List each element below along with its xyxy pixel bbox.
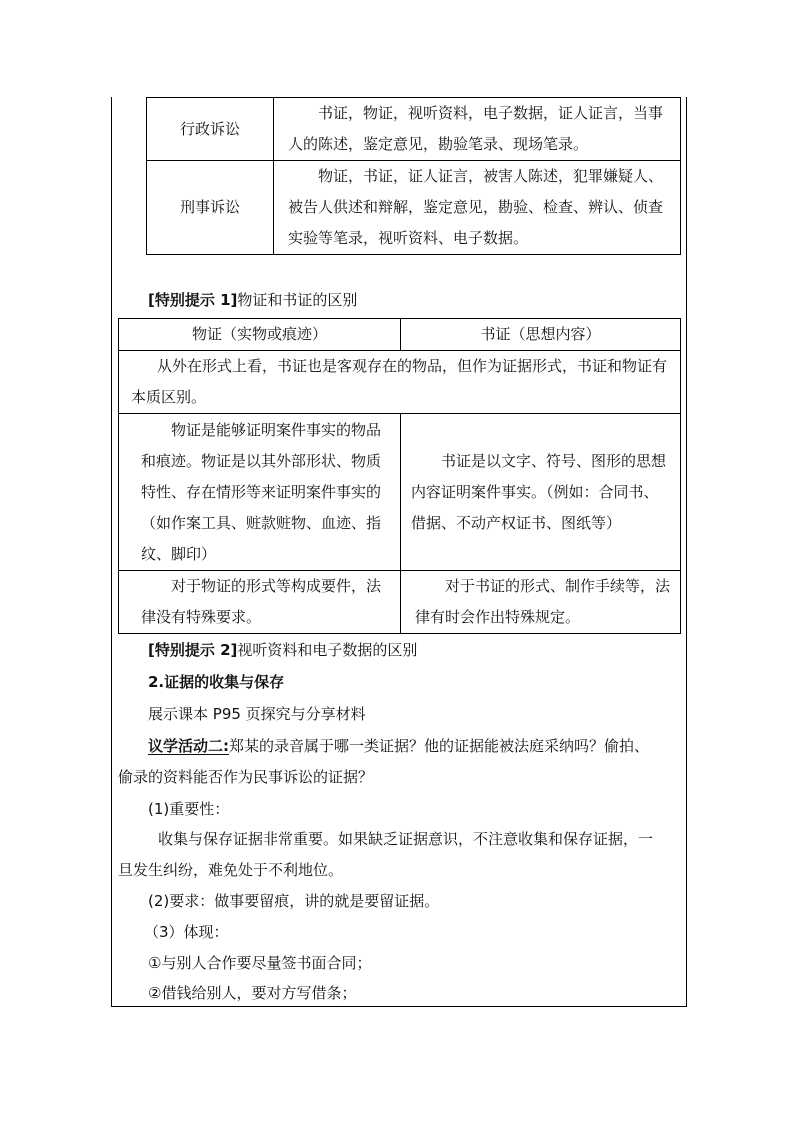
tip2-line [148,640,417,660]
common-difference-cell: 从外在形式上看，书证也是客观存在的物品，但作为证据形式，书证和物证有本质区别。 [119,351,681,414]
litigation-type-cell: 刑事诉讼 [147,161,274,255]
show-material-text: 展示课本 P95 页探究与分享材料 [148,705,366,723]
section-title: 2.证据的收集与保存 [148,673,285,691]
documentary-requirement-cell: 对于书证的形式、制作手续等，法律有时会作出特殊规定。 [401,571,681,634]
physical-requirement-cell: 对于物证的形式等构成要件，法律没有特殊要求。 [119,571,401,634]
embody-item-2: ②借钱给别人，要对方写借条； [148,984,357,1002]
tip1-line [148,290,357,310]
embody-heading: （3）体现： [144,923,229,941]
physical-vs-documentary-table [118,318,681,634]
importance-line1: 收集与保存证据非常重要。如果缺乏证据意识，不注意收集和保存证据，一 [158,830,654,848]
tip2-label: [特别提示 2] [148,641,238,659]
importance-heading: (1)重要性： [148,800,230,818]
header-documentary-evidence: 书证（思想内容） [401,319,681,351]
evidence-types-cell: 书证，物证，视听资料，电子数据，证人证言，当事人的陈述，鉴定意见，勘验笔录、现场笔录。 [274,98,681,161]
tip1-text: 物证和书证的区别 [237,291,358,309]
importance-line2: 旦发生纠纷，难免处于不利地位。 [118,861,344,879]
documentary-definition-cell: 书证是以文字、符号、图形的思想内容证明案件事实。（例如：合同书、借据、不动产权证书、图纸等） [401,414,681,571]
litigation-type-cell: 行政诉讼 [147,98,274,161]
physical-definition-cell: 物证是能够证明案件事实的物品和痕迹。物证是以其外部形状、物质特性、存在情形等来证明案件事实的（如作案工具、赃款赃物、血迹、指纹、脚印） [119,414,401,571]
table-row [119,351,681,414]
table-row [119,414,681,571]
header-physical-evidence: 物证（实物或痕迹） [119,319,401,351]
evidence-types-cell: 物证，书证，证人证言，被害人陈述，犯罪嫌疑人、被告人供述和辩解，鉴定意见，勘验、检查、辨认、侦查实验等笔录，视听资料、电子数据。 [274,161,681,255]
table-header-row [119,319,681,351]
activity2-line2: 偷录的资料能否作为民事诉讼的证据？ [118,768,374,786]
table-row [147,161,681,255]
tip1-label: [特别提示 1] [148,291,238,309]
activity2-label: 议学活动二: [148,737,229,755]
tip2-text: 视听资料和电子数据的区别 [237,641,418,659]
embody-item-1: ①与别人合作要尽量签书面合同； [148,954,372,972]
requirement-text: (2)要求：做事要留痕，讲的就是要留证据。 [148,892,440,910]
litigation-evidence-table [146,97,681,255]
activity2-line1: 议学活动二:郑某的录音属于哪一类证据？他的证据能被法庭采纳吗？偷拍、 [148,737,650,755]
table-row [119,571,681,634]
table-row [147,98,681,161]
